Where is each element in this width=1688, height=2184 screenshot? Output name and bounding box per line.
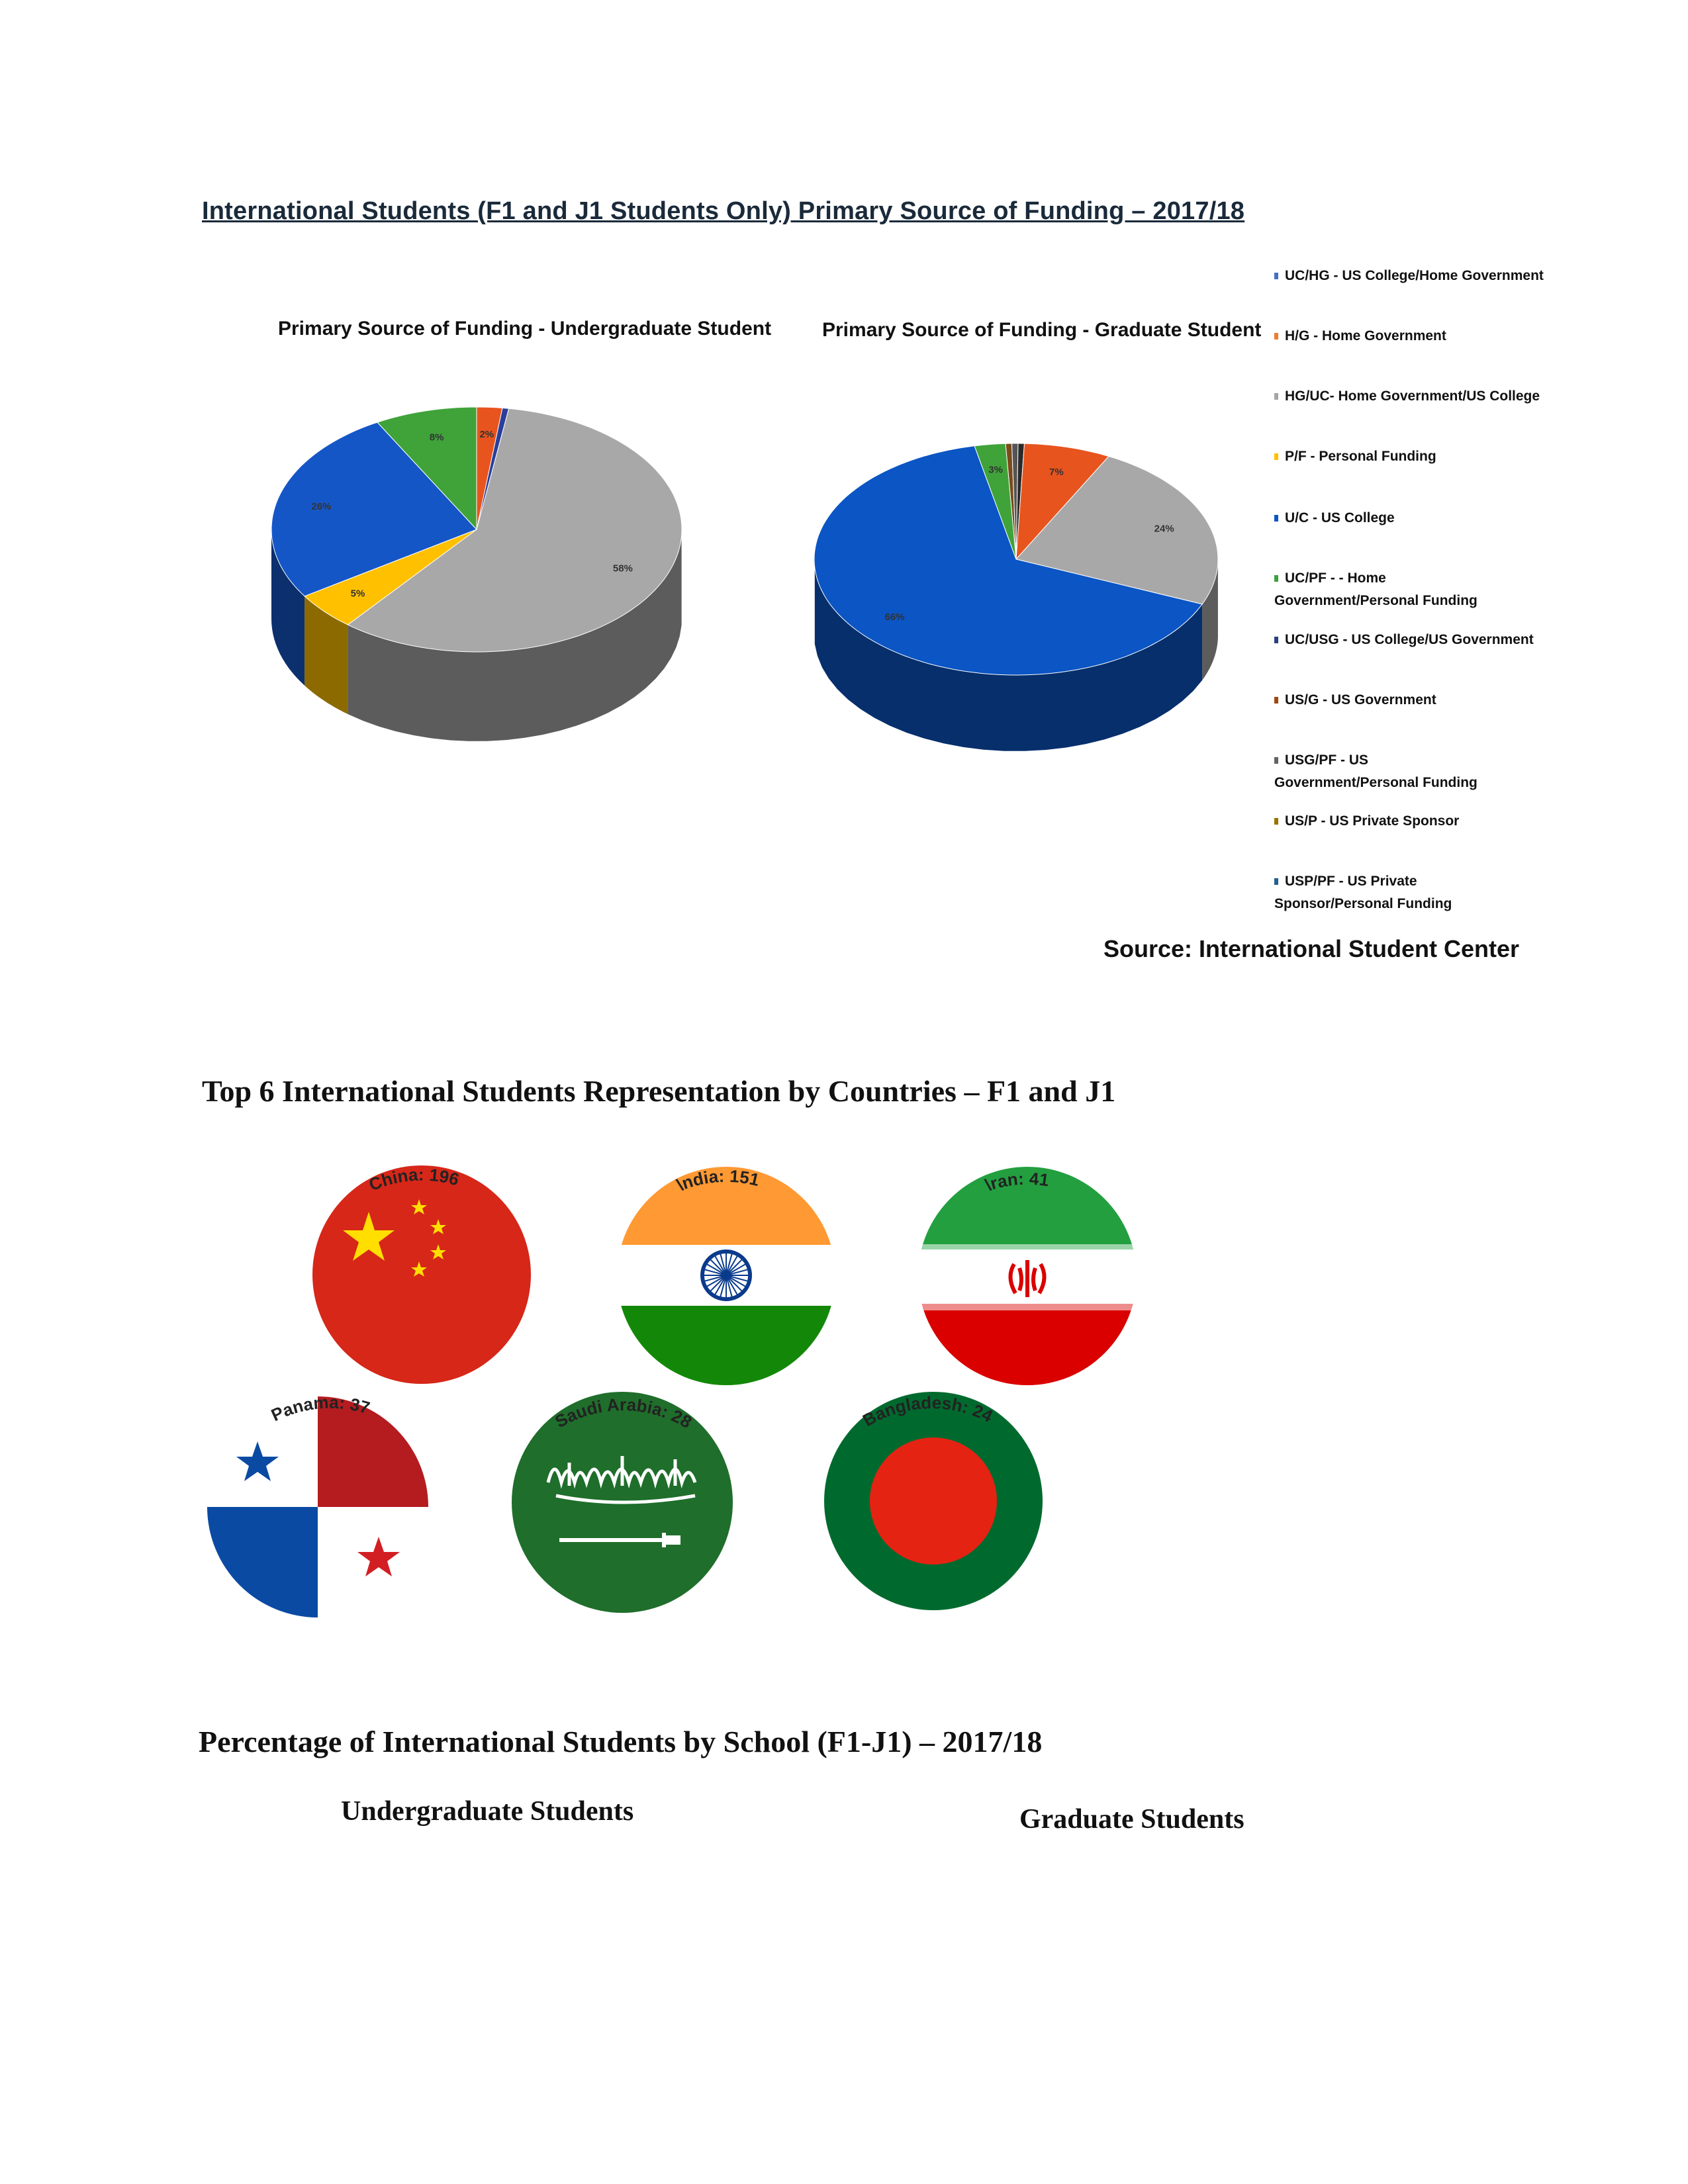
- legend-label: P/F - Personal Funding: [1285, 449, 1436, 464]
- legend-label: UC/HG - US College/Home Government: [1285, 268, 1544, 283]
- legend-item: [1274, 265, 1552, 287]
- legend-item: [1274, 689, 1552, 711]
- legend-item: [1274, 445, 1552, 468]
- legend-swatch: [1274, 637, 1278, 643]
- legend-swatch: [1274, 575, 1278, 582]
- legend-item: [1274, 325, 1552, 347]
- china-flag: [312, 1165, 531, 1384]
- undergrad-students-label: Undergraduate Students: [341, 1796, 634, 1827]
- legend-label: USG/PF - US Government/Personal Funding: [1274, 752, 1477, 790]
- legend-item: [1274, 810, 1552, 833]
- legend-swatch: [1274, 273, 1278, 279]
- country-label-saudi-arabia: Saudi Arabia: 28: [551, 1394, 695, 1432]
- country-label-china: China: 196: [366, 1164, 461, 1195]
- legend-item: [1274, 870, 1526, 915]
- country-flags-panel: [199, 1138, 1192, 1655]
- legend-swatch: [1274, 515, 1278, 522]
- pie-data-label: 58%: [612, 563, 633, 574]
- country-label-panama: Panama: 37: [267, 1392, 373, 1426]
- pie-data-label: 5%: [350, 588, 365, 600]
- panama-flag: [205, 1396, 430, 1619]
- legend-swatch: [1274, 878, 1278, 885]
- grad-chart-title: Primary Source of Funding - Graduate Student: [822, 319, 1262, 341]
- legend-label: HG/UC- Home Government/US College: [1285, 388, 1540, 404]
- country-label-india: \ndia: 151: [674, 1165, 762, 1195]
- legend-label: US/P - US Private Sponsor: [1285, 813, 1460, 829]
- pie-data-label: 8%: [429, 432, 444, 443]
- legend-label: U/C - US College: [1285, 510, 1395, 525]
- grad-students-label: Graduate Students: [1019, 1804, 1244, 1835]
- legend-item: [1274, 629, 1552, 651]
- bangladesh-flag: [824, 1392, 1043, 1610]
- legend-swatch: [1274, 818, 1278, 825]
- legend-item: [1274, 567, 1526, 612]
- pie-data-label: 24%: [1154, 523, 1174, 535]
- grad-pie-chart: [804, 424, 1241, 781]
- source-note: Source: International Student Center: [1103, 935, 1520, 962]
- legend-label: US/G - US Government: [1285, 692, 1436, 707]
- countries-section-title: Top 6 International Students Representation by Countries – F1 and J1: [202, 1074, 1116, 1108]
- undergrad-pie-chart: [252, 397, 715, 768]
- legend-swatch: [1274, 697, 1278, 704]
- legend-swatch: [1274, 453, 1278, 460]
- funding-section-title: International Students (F1 and J1 Students Only) Primary Source of Funding – 2017/18: [202, 197, 1245, 225]
- legend-item: [1274, 385, 1552, 408]
- pie-data-label: 26%: [311, 501, 332, 512]
- undergrad-chart-title: Primary Source of Funding - Undergraduate Student: [278, 318, 772, 340]
- school-section-title: Percentage of International Students by School (F1-J1) – 2017/18: [199, 1725, 1043, 1758]
- country-label-bangladesh: Bangladesh: 24: [859, 1392, 996, 1431]
- legend-swatch: [1274, 757, 1278, 764]
- legend-swatch: [1274, 333, 1278, 340]
- pie-data-label: 7%: [1049, 467, 1064, 478]
- legend-label: UC/USG - US College/US Government: [1285, 632, 1534, 647]
- legend-item: [1274, 507, 1552, 529]
- pie-data-label: 3%: [988, 464, 1003, 476]
- pie-data-label: 66%: [884, 611, 905, 623]
- legend-label: UC/PF - - Home Government/Personal Funding: [1274, 570, 1477, 608]
- legend-item: [1274, 749, 1513, 794]
- legend-label: H/G - Home Government: [1285, 328, 1446, 343]
- ashoka-chakra-icon: [702, 1251, 750, 1299]
- legend-swatch: [1274, 393, 1278, 400]
- country-label-iran: \ran: 41: [982, 1168, 1051, 1195]
- saudi-flag: [512, 1392, 733, 1613]
- legend-label: USP/PF - US Private Sponsor/Personal Funding: [1274, 874, 1452, 911]
- pie-data-label: 2%: [479, 429, 494, 440]
